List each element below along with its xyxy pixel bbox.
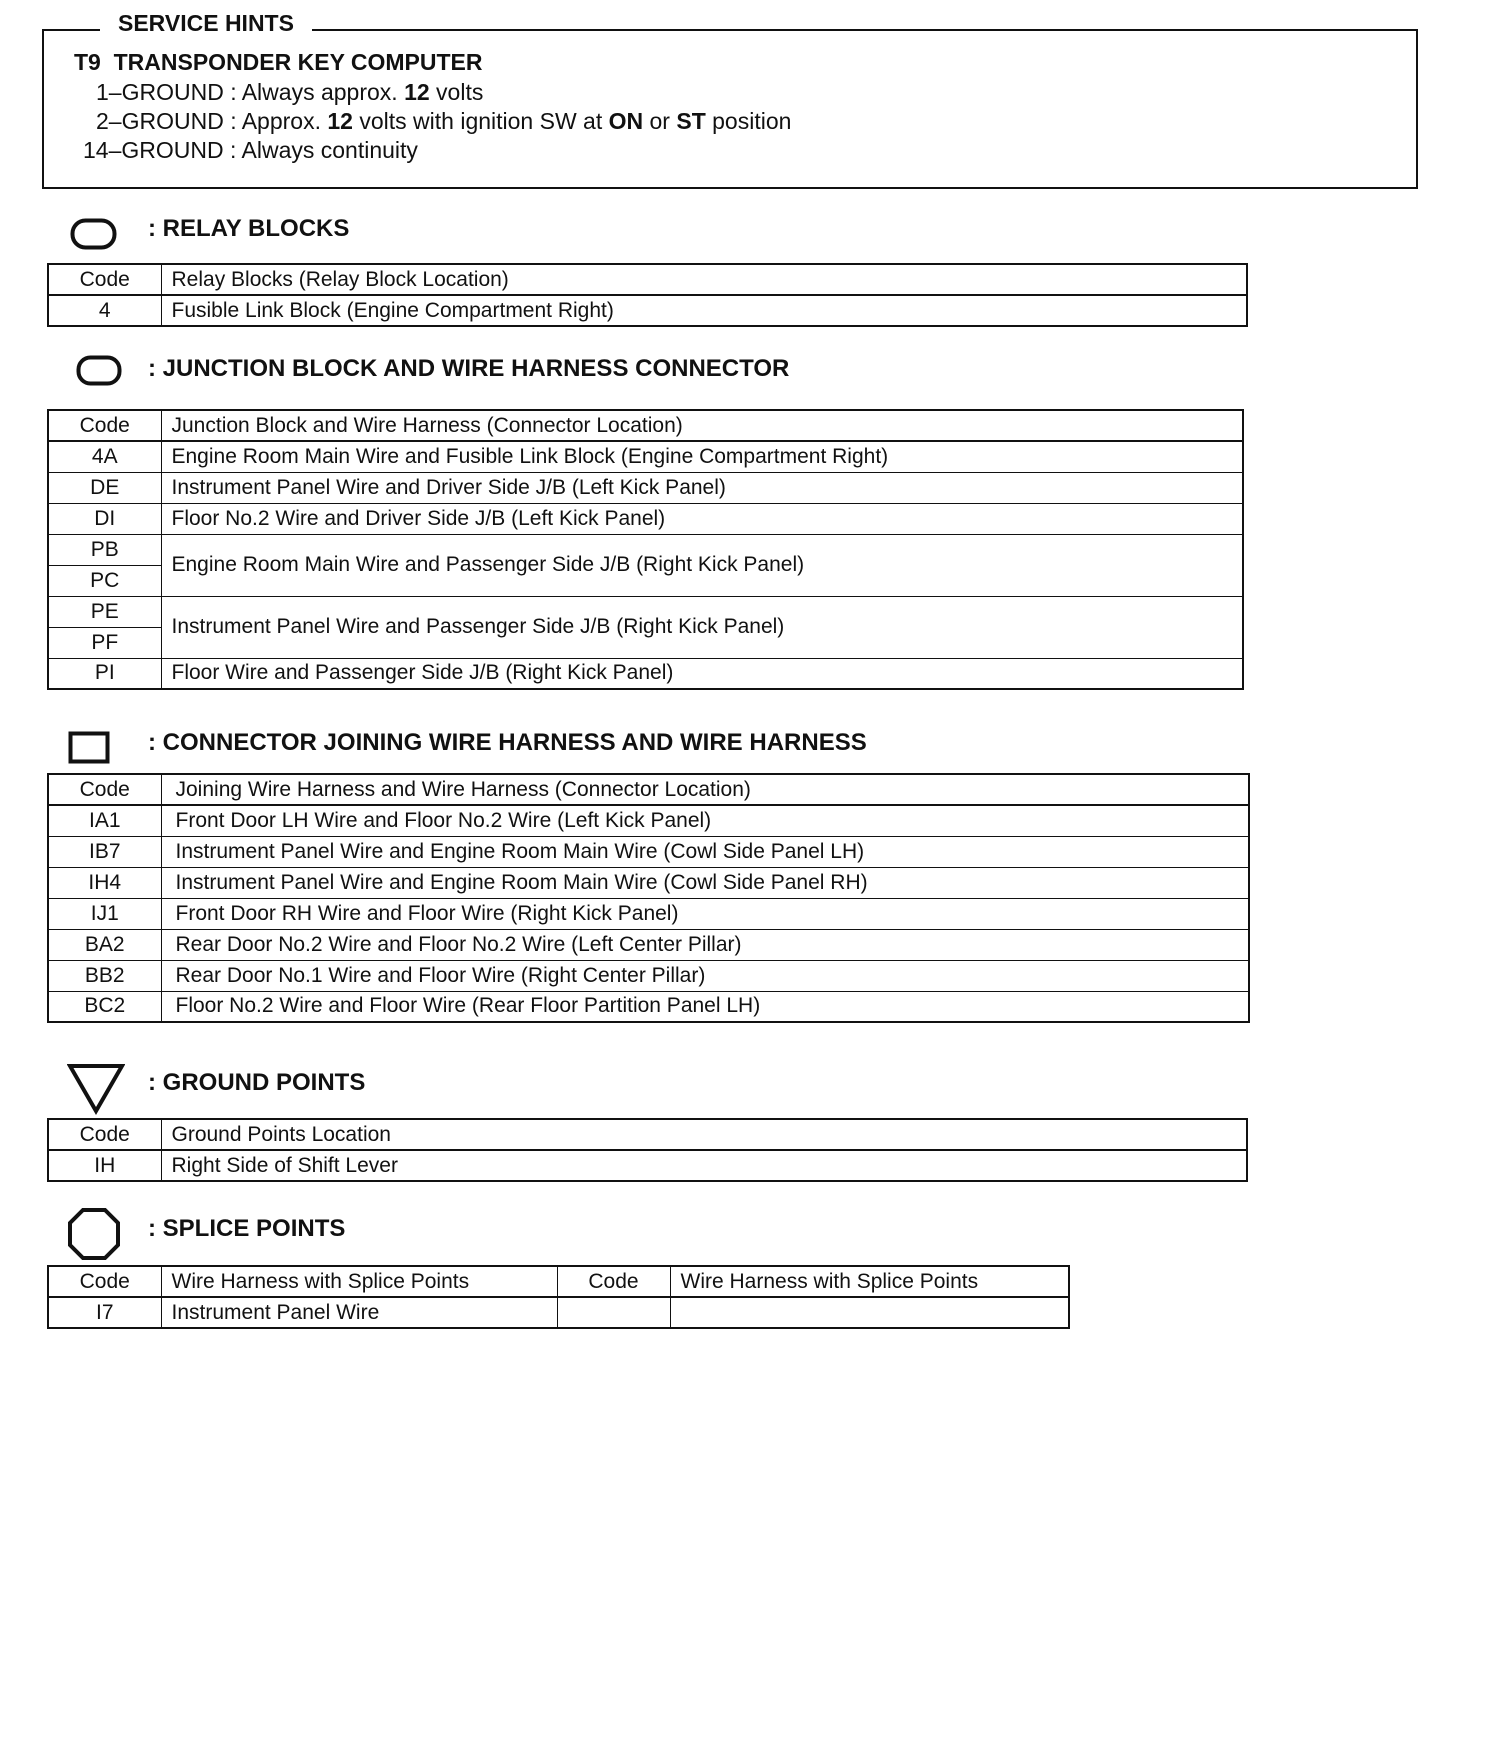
connectors-table (47, 773, 1250, 1023)
row-code: IH (48, 1150, 161, 1181)
row-code: DE (48, 472, 161, 503)
header-description: Junction Block and Wire Harness (Connector Location) (161, 410, 1243, 441)
service-hints-legend: SERVICE HINTS (100, 10, 312, 36)
table-row (48, 867, 1249, 898)
hint-text: or (643, 108, 677, 134)
row-code: IA1 (48, 805, 161, 836)
row-description: Instrument Panel Wire and Engine Room Main Wire (Cowl Side Panel RH) (161, 867, 1249, 898)
hint-sep: : (223, 79, 242, 105)
table-row (48, 503, 1243, 534)
table-row (48, 805, 1249, 836)
hint-bold-value: 12 (327, 108, 353, 134)
row-description: Rear Door No.1 Wire and Floor Wire (Right Center Pillar) (161, 960, 1249, 991)
hint-pin: 2–GROUND (96, 108, 224, 134)
table-header-row (48, 1266, 1069, 1297)
header-description: Ground Points Location (161, 1119, 1247, 1150)
row-description: Floor No.2 Wire and Driver Side J/B (Left Kick Panel) (161, 503, 1243, 534)
splice-octagon-icon (67, 1207, 121, 1261)
junction-block-rounded-rect-icon (76, 355, 124, 387)
table-row (48, 929, 1249, 960)
table-row (48, 1297, 1069, 1328)
hint-line-3 (83, 136, 418, 164)
table-row (48, 898, 1249, 929)
row-code: IJ1 (48, 898, 161, 929)
junction-blocks-title: : JUNCTION BLOCK AND WIRE HARNESS CONNECTOR (148, 355, 790, 382)
hint-text: Always continuity (241, 137, 418, 163)
hint-text: Always approx. (241, 79, 405, 105)
row-description: Fusible Link Block (Engine Compartment Right) (161, 295, 1247, 326)
hint-line-2 (96, 107, 791, 135)
header-code: Code (557, 1266, 670, 1297)
service-hints-title: T9 TRANSPONDER KEY COMPUTER (74, 49, 483, 75)
row-description: Instrument Panel Wire and Engine Room Main Wire (Cowl Side Panel LH) (161, 836, 1249, 867)
table-row (48, 472, 1243, 503)
hint-line-1 (96, 78, 483, 106)
row-code: IH4 (48, 867, 161, 898)
table-row (48, 441, 1243, 472)
row-description: Front Door RH Wire and Floor Wire (Right Kick Panel) (161, 898, 1249, 929)
row-code: BB2 (48, 960, 161, 991)
header-description: Wire Harness with Splice Points (161, 1266, 557, 1297)
hint-bold-value: ON (608, 108, 644, 134)
relay-blocks-title: : RELAY BLOCKS (148, 215, 350, 242)
row-description: Engine Room Main Wire and Passenger Side J/B (Right Kick Panel) (161, 534, 1243, 596)
row-description: Floor No.2 Wire and Floor Wire (Rear Floor Partition Panel LH) (161, 991, 1249, 1022)
row-description: Front Door LH Wire and Floor No.2 Wire (Left Kick Panel) (161, 805, 1249, 836)
header-code: Code (48, 1119, 161, 1150)
table-row (48, 295, 1247, 326)
header-description: Relay Blocks (Relay Block Location) (161, 264, 1247, 295)
table-row (48, 960, 1249, 991)
row-code: DI (48, 503, 161, 534)
row-code: IB7 (48, 836, 161, 867)
connectors-title: : CONNECTOR JOINING WIRE HARNESS AND WIRE HARNESS (148, 729, 867, 756)
table-row (48, 658, 1243, 689)
hint-pin: 14–GROUND (83, 137, 224, 163)
row-description: Rear Door No.2 Wire and Floor No.2 Wire (Left Center Pillar) (161, 929, 1249, 960)
table-row (48, 596, 1243, 627)
table-row (48, 1150, 1247, 1181)
row-code: PB (48, 534, 161, 565)
header-code: Code (48, 264, 161, 295)
splice-points-table (47, 1265, 1070, 1329)
row-description: Right Side of Shift Lever (161, 1150, 1247, 1181)
ground-points-table (47, 1118, 1248, 1182)
row-description: Instrument Panel Wire and Driver Side J/B (Left Kick Panel) (161, 472, 1243, 503)
row-code: 4A (48, 441, 161, 472)
row-description: Engine Room Main Wire and Fusible Link Block (Engine Compartment Right) (161, 441, 1243, 472)
hint-text: volts (429, 79, 484, 105)
row-description (670, 1297, 1069, 1328)
row-code (557, 1297, 670, 1328)
row-code: PE (48, 596, 161, 627)
row-code: PC (48, 565, 161, 596)
hint-text: Approx. (241, 108, 328, 134)
connector-square-icon (68, 731, 112, 765)
hint-text: volts with ignition SW at (352, 108, 609, 134)
header-description: Joining Wire Harness and Wire Harness (Connector Location) (161, 774, 1249, 805)
table-header-row (48, 774, 1249, 805)
table-header-row (48, 264, 1247, 295)
hint-sep: : (223, 137, 242, 163)
junction-blocks-table (47, 409, 1244, 690)
hint-sep: : (223, 108, 242, 134)
relay-block-rounded-rect-icon (70, 218, 118, 250)
row-description: Instrument Panel Wire and Passenger Side J/B (Right Kick Panel) (161, 596, 1243, 658)
hint-pin: 1–GROUND (96, 79, 224, 105)
row-code: PI (48, 658, 161, 689)
row-description: Floor Wire and Passenger Side J/B (Right Kick Panel) (161, 658, 1243, 689)
table-header-row (48, 1119, 1247, 1150)
header-description: Wire Harness with Splice Points (670, 1266, 1069, 1297)
header-code: Code (48, 410, 161, 441)
table-header-row (48, 410, 1243, 441)
row-description: Instrument Panel Wire (161, 1297, 557, 1328)
hint-bold-value: 12 (404, 79, 430, 105)
row-code: BC2 (48, 991, 161, 1022)
hint-text: position (705, 108, 792, 134)
header-code: Code (48, 1266, 161, 1297)
row-code: PF (48, 627, 161, 658)
row-code: BA2 (48, 929, 161, 960)
table-row (48, 534, 1243, 565)
splice-points-title: : SPLICE POINTS (148, 1215, 346, 1242)
row-code: 4 (48, 295, 161, 326)
hint-bold-value: ST (676, 108, 706, 134)
table-row (48, 991, 1249, 1022)
row-code: I7 (48, 1297, 161, 1328)
relay-blocks-table (47, 263, 1248, 327)
header-code: Code (48, 774, 161, 805)
table-row (48, 836, 1249, 867)
ground-points-title: : GROUND POINTS (148, 1069, 366, 1096)
ground-triangle-down-icon (67, 1063, 125, 1115)
